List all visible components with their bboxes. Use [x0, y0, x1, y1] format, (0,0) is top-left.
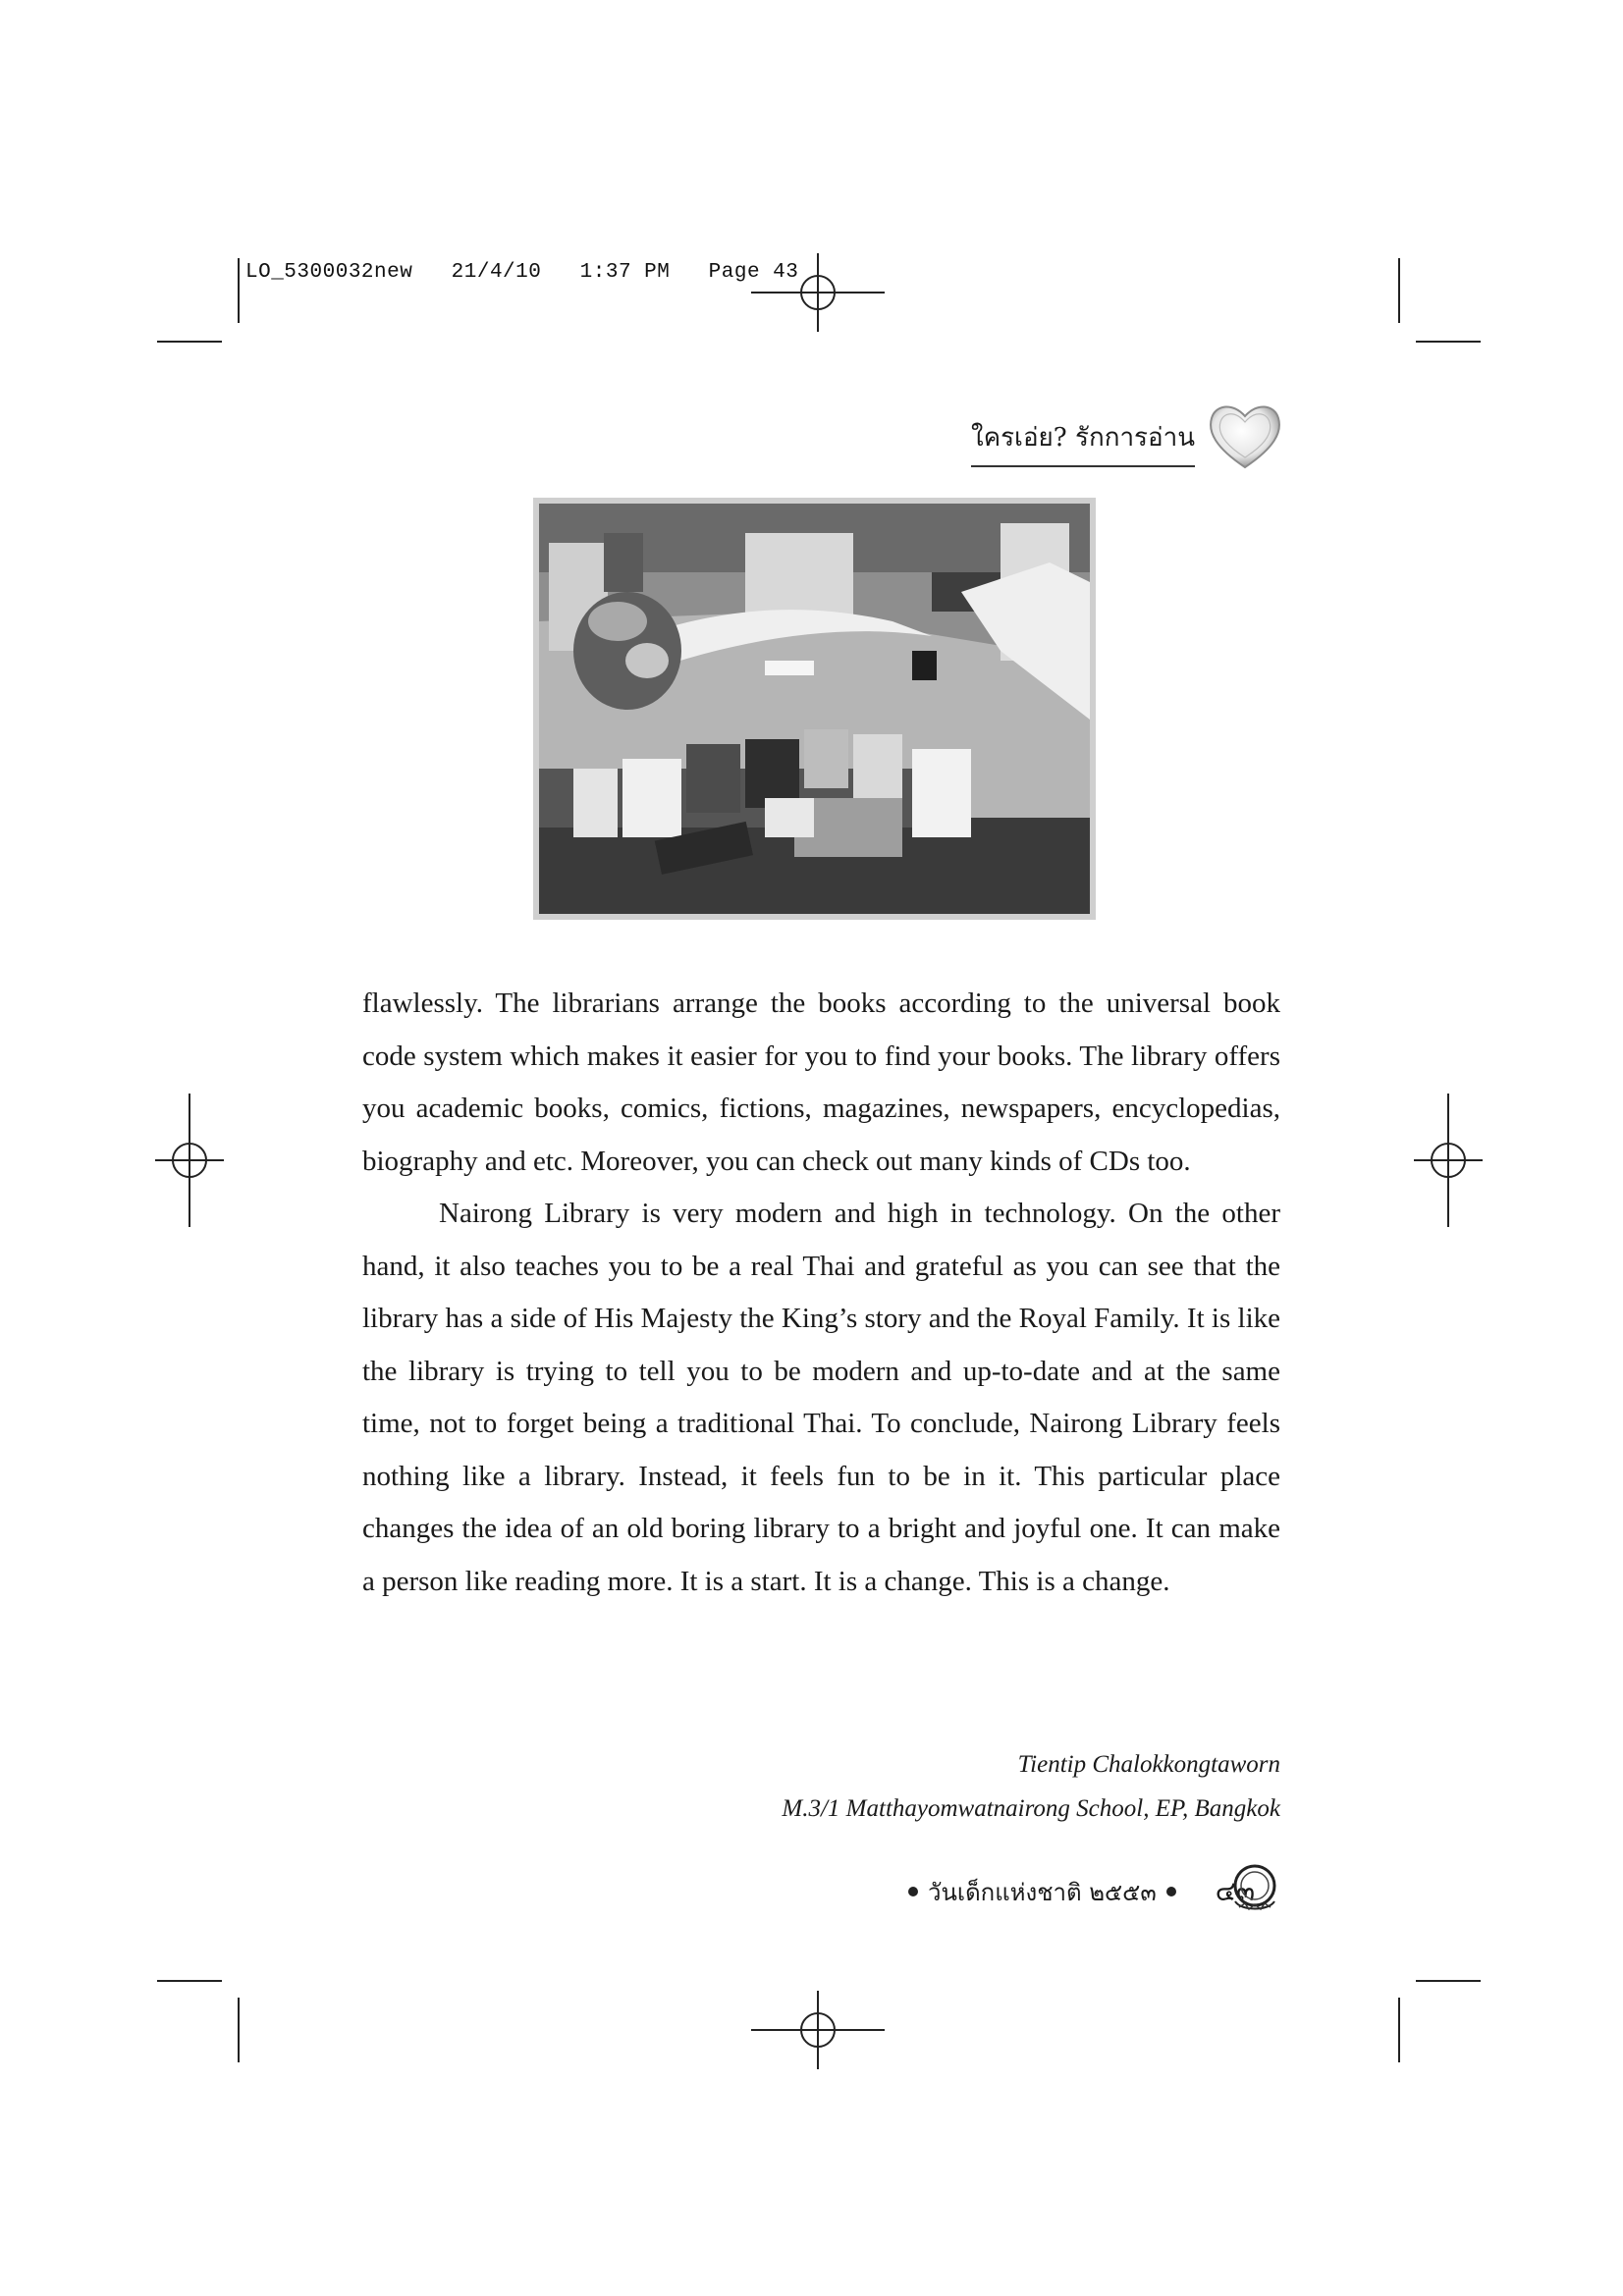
crop-mark	[1416, 1980, 1481, 1982]
running-header-title: ใครเอ่ย? รักการอ่าน	[971, 417, 1195, 467]
footer-title: วันเด็กแห่งชาติ ๒๕๕๓	[928, 1878, 1157, 1906]
page-number: ๔๓	[1215, 1875, 1256, 1907]
registration-mark-left	[155, 1094, 224, 1227]
crop-mark	[157, 1980, 222, 1982]
print-slug: LO_5300032new 21/4/10 1:37 PM Page 43	[245, 261, 799, 284]
paragraph: Nairong Library is very modern and high in technology. On the other hand, it also teaches you to be a real Thai and grateful as you can see that the library has a side of His Majesty the King’s story and the Royal Family. It is like the library is trying to tell you to be modern and up-to-date and at the same time, not to forget being a traditional Thai. To conclude, Nairong Library feels nothing like a library. Instead, it feels fun to be in it. This particular place changes the idea of an old boring library to a bright and joyful one. It can make a person like reading more. It is a start. It is a change. This is a change.	[362, 1198, 1280, 1597]
author-signature	[782, 1742, 1280, 1831]
crop-mark	[1398, 258, 1400, 323]
registration-mark-right	[1414, 1094, 1483, 1227]
author-name: Tientip Chalokkongtaworn	[1017, 1751, 1280, 1778]
library-display-photo	[533, 498, 1096, 920]
crop-mark	[238, 258, 240, 323]
crop-mark	[157, 341, 222, 343]
paragraph: flawlessly. The librarians arrange the books according to the universal book code system which makes it easier for you to find your books. The library offers you academic books, comics, fictions, magazines, newspapers, encyclopedias, biography and etc. Moreover, you can check out many kinds of CDs too.	[362, 988, 1280, 1177]
heart-icon	[1206, 399, 1284, 473]
bullet-icon	[1166, 1887, 1176, 1896]
bullet-icon	[908, 1887, 918, 1896]
page-footer	[908, 1870, 1255, 1913]
crop-mark	[238, 1998, 240, 2062]
registration-mark-top	[751, 253, 885, 332]
registration-mark-bottom	[751, 1991, 885, 2069]
crop-mark	[1398, 1998, 1400, 2062]
ornament-emblem-icon	[1229, 1860, 1280, 1915]
crop-mark	[1416, 341, 1481, 343]
article-body	[362, 978, 1280, 1608]
author-affiliation: M.3/1 Matthayomwatnairong School, EP, Bangkok	[782, 1795, 1280, 1822]
